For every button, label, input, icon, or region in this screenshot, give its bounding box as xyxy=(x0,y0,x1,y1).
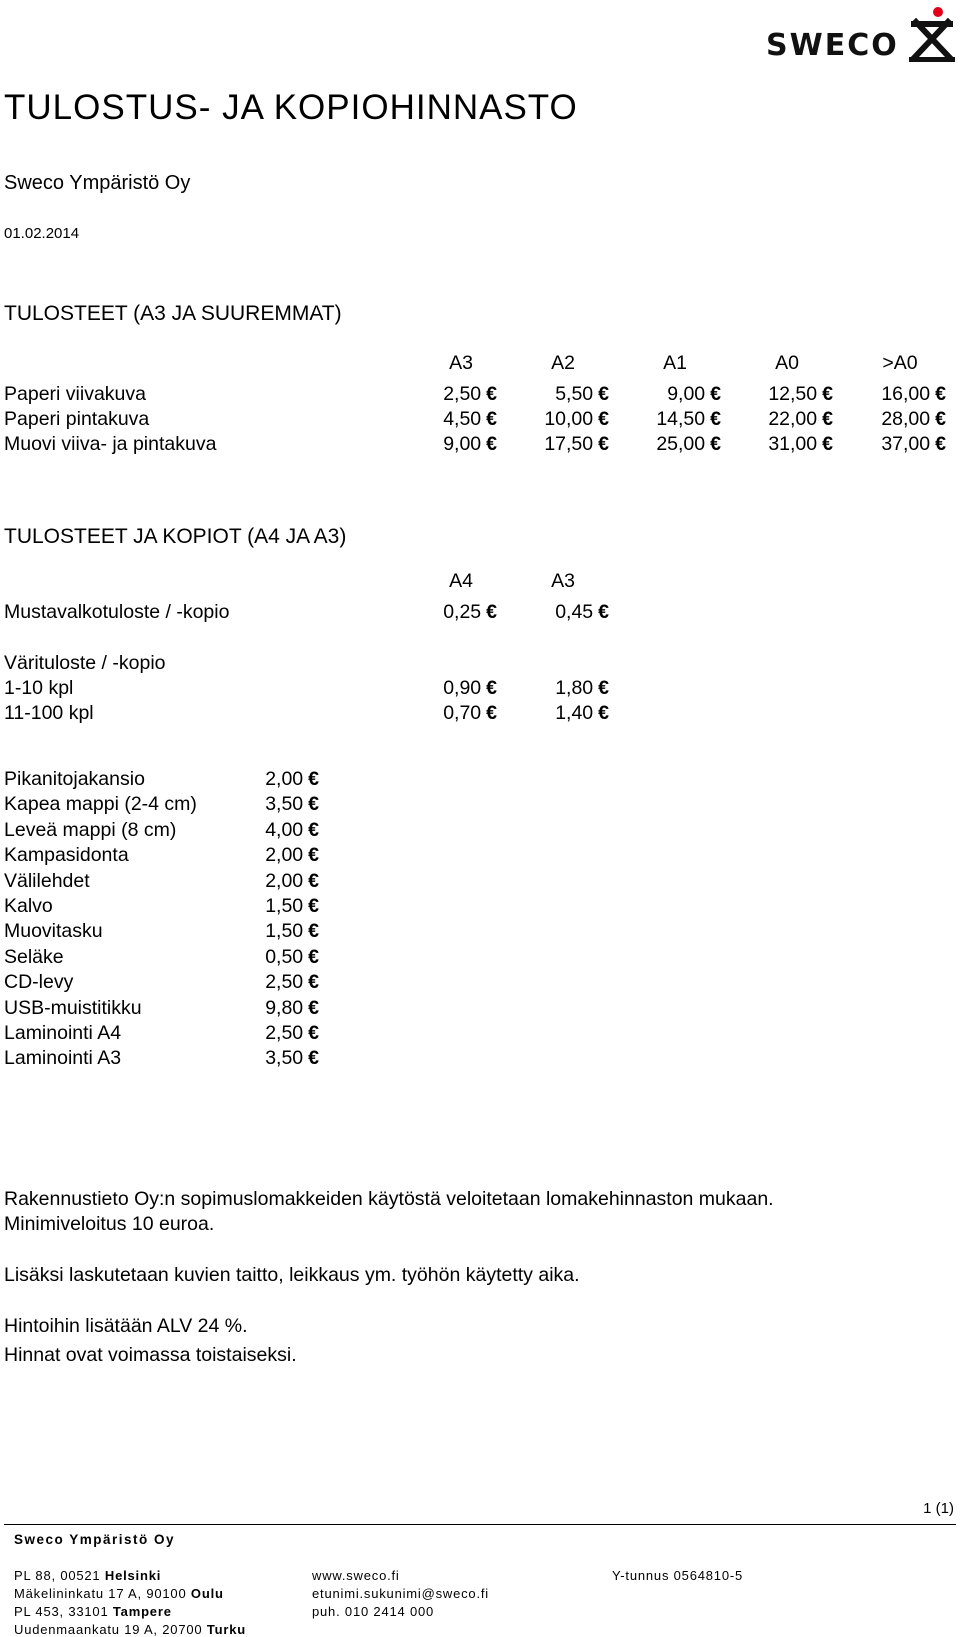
row-label: 1-10 kpl xyxy=(4,677,74,699)
price-cell: 4,50 € xyxy=(443,408,497,430)
note-validity: Hinnat ovat voimassa toistaiseksi. xyxy=(4,1344,297,1366)
column-header: A3 xyxy=(449,352,473,374)
euro-sign: € xyxy=(935,383,946,405)
euro-sign: € xyxy=(308,768,319,790)
page-title: TULOSTUS- JA KOPIOHINNASTO xyxy=(4,88,578,127)
footer-phone: puh. 010 2414 000 xyxy=(312,1604,435,1619)
footer-address: PL 88, 00521 Helsinki xyxy=(14,1568,162,1583)
price-cell: 37,00 € xyxy=(881,433,946,455)
price-cell: 0,90 € xyxy=(443,677,497,699)
price-cell: 12,50 € xyxy=(768,383,833,405)
list-item-label: Seläke xyxy=(4,945,64,968)
footer-web: www.sweco.fi xyxy=(312,1568,400,1583)
list-item-price: 2,50 € xyxy=(265,971,319,994)
list-item-price: 1,50 € xyxy=(265,920,319,943)
footer-address: PL 453, 33101 Tampere xyxy=(14,1604,172,1619)
column-header: A2 xyxy=(551,352,575,374)
euro-sign: € xyxy=(308,844,319,867)
list-item-label: Kalvo xyxy=(4,895,53,917)
note-vat: Hintoihin lisätään ALV 24 %. xyxy=(4,1315,248,1337)
list-item-price: 2,00 € xyxy=(265,844,319,867)
list-item-label: Leveä mappi (8 cm) xyxy=(4,818,177,841)
row-label: 11-100 kpl xyxy=(4,702,94,724)
footer-divider xyxy=(4,1524,956,1525)
euro-sign: € xyxy=(598,383,609,405)
euro-sign: € xyxy=(710,408,721,430)
price-cell: 9,00 € xyxy=(667,383,721,405)
euro-sign: € xyxy=(308,996,319,1019)
list-item-label: Laminointi A4 xyxy=(4,1022,122,1044)
euro-sign: € xyxy=(308,1022,319,1044)
euro-sign: € xyxy=(822,433,833,455)
euro-sign: € xyxy=(308,945,319,968)
footer-email: etunimi.sukunimi@sweco.fi xyxy=(312,1586,489,1601)
price-cell: 0,70 € xyxy=(443,702,497,724)
list-item-label: Pikanitojakansio xyxy=(4,768,145,790)
price-cell: 31,00 € xyxy=(768,433,833,455)
row-label: Muovi viiva- ja pintakuva xyxy=(4,433,217,455)
euro-sign: € xyxy=(598,677,609,699)
price-cell: 1,40 € xyxy=(555,702,609,724)
euro-sign: € xyxy=(308,920,319,943)
list-item-price: 9,80 € xyxy=(265,996,319,1019)
row-label: Paperi viivakuva xyxy=(4,383,146,405)
list-item-label: Kapea mappi (2-4 cm) xyxy=(4,793,197,816)
euro-sign: € xyxy=(486,383,497,405)
list-item-price: 3,50 € xyxy=(265,1047,319,1070)
list-item-price: 1,50 € xyxy=(265,895,319,917)
logo-mark-icon xyxy=(908,6,956,62)
euro-sign: € xyxy=(598,433,609,455)
price-cell: 17,50 € xyxy=(544,433,609,455)
price-cell: 10,00 € xyxy=(544,408,609,430)
column-header: A0 xyxy=(775,352,799,374)
price-cell: 25,00 € xyxy=(656,433,721,455)
euro-sign: € xyxy=(486,677,497,699)
price-cell: 22,00 € xyxy=(768,408,833,430)
euro-sign: € xyxy=(308,818,319,841)
footer-address: Uudenmaankatu 19 A, 20700 Turku xyxy=(14,1622,246,1637)
price-cell: 28,00 € xyxy=(881,408,946,430)
sweco-logo xyxy=(766,6,958,64)
price-cell: 9,00 € xyxy=(443,433,497,455)
list-item-label: Laminointi A3 xyxy=(4,1047,122,1070)
list-item-label: Välilehdet xyxy=(4,869,90,892)
list-item-label: Kampasidonta xyxy=(4,844,129,867)
list-item-price: 3,50 € xyxy=(265,793,319,816)
euro-sign: € xyxy=(486,408,497,430)
euro-sign: € xyxy=(308,793,319,816)
company-name: Sweco Ympäristö Oy xyxy=(4,172,191,194)
row-label: Paperi pintakuva xyxy=(4,408,150,430)
note-extra-work: Lisäksi laskutetaan kuvien taitto, leikkaus ym. työhön käytetty aika. xyxy=(4,1264,580,1286)
euro-sign: € xyxy=(598,408,609,430)
footer-business-id: Y-tunnus 0564810-5 xyxy=(612,1568,744,1583)
footer-company: Sweco Ympäristö Oy xyxy=(14,1532,176,1547)
euro-sign: € xyxy=(935,408,946,430)
euro-sign: € xyxy=(486,433,497,455)
euro-sign: € xyxy=(308,895,319,917)
list-item-price: 2,50 € xyxy=(265,1022,319,1044)
logo-wordmark: SWECO xyxy=(766,28,899,63)
euro-sign: € xyxy=(935,433,946,455)
note-minimum: Minimiveloitus 10 euroa. xyxy=(4,1213,215,1235)
list-item-price: 0,50 € xyxy=(265,945,319,968)
euro-sign: € xyxy=(710,383,721,405)
page-number: 1 (1) xyxy=(923,1500,954,1517)
euro-sign: € xyxy=(822,383,833,405)
list-item-label: USB-muistitikku xyxy=(4,996,142,1019)
list-item-label: CD-levy xyxy=(4,971,74,994)
euro-sign: € xyxy=(486,601,497,623)
euro-sign: € xyxy=(486,702,497,724)
column-header: A3 xyxy=(551,570,575,592)
price-cell: 2,50 € xyxy=(443,383,497,405)
euro-sign: € xyxy=(710,433,721,455)
column-header: >A0 xyxy=(882,352,918,374)
list-item-price: 2,00 € xyxy=(265,768,319,790)
euro-sign: € xyxy=(598,601,609,623)
euro-sign: € xyxy=(308,869,319,892)
price-cell: 14,50 € xyxy=(656,408,721,430)
note-forms: Rakennustieto Oy:n sopimuslomakkeiden käytöstä veloitetaan lomakehinnaston mukaan. xyxy=(4,1188,774,1210)
document-date: 01.02.2014 xyxy=(4,225,80,242)
euro-sign: € xyxy=(598,702,609,724)
subheading: Värituloste / -kopio xyxy=(4,652,166,674)
price-cell: 16,00 € xyxy=(881,383,946,405)
price-cell: 0,45 € xyxy=(555,601,609,623)
euro-sign: € xyxy=(822,408,833,430)
section1-heading: TULOSTEET (A3 JA SUUREMMAT) xyxy=(4,302,342,325)
price-cell: 5,50 € xyxy=(555,383,609,405)
price-cell: 0,25 € xyxy=(443,601,497,623)
price-cell: 1,80 € xyxy=(555,677,609,699)
footer-address: Mäkelininkatu 17 A, 90100 Oulu xyxy=(14,1586,224,1601)
euro-sign: € xyxy=(308,971,319,994)
column-header: A4 xyxy=(449,570,473,592)
list-item-price: 2,00 € xyxy=(265,869,319,892)
row-label: Mustavalkotuloste / -kopio xyxy=(4,601,230,623)
euro-sign: € xyxy=(308,1047,319,1070)
column-header: A1 xyxy=(663,352,687,374)
list-item-price: 4,00 € xyxy=(265,818,319,841)
list-item-label: Muovitasku xyxy=(4,920,103,943)
section2-heading: TULOSTEET JA KOPIOT (A4 JA A3) xyxy=(4,525,347,548)
